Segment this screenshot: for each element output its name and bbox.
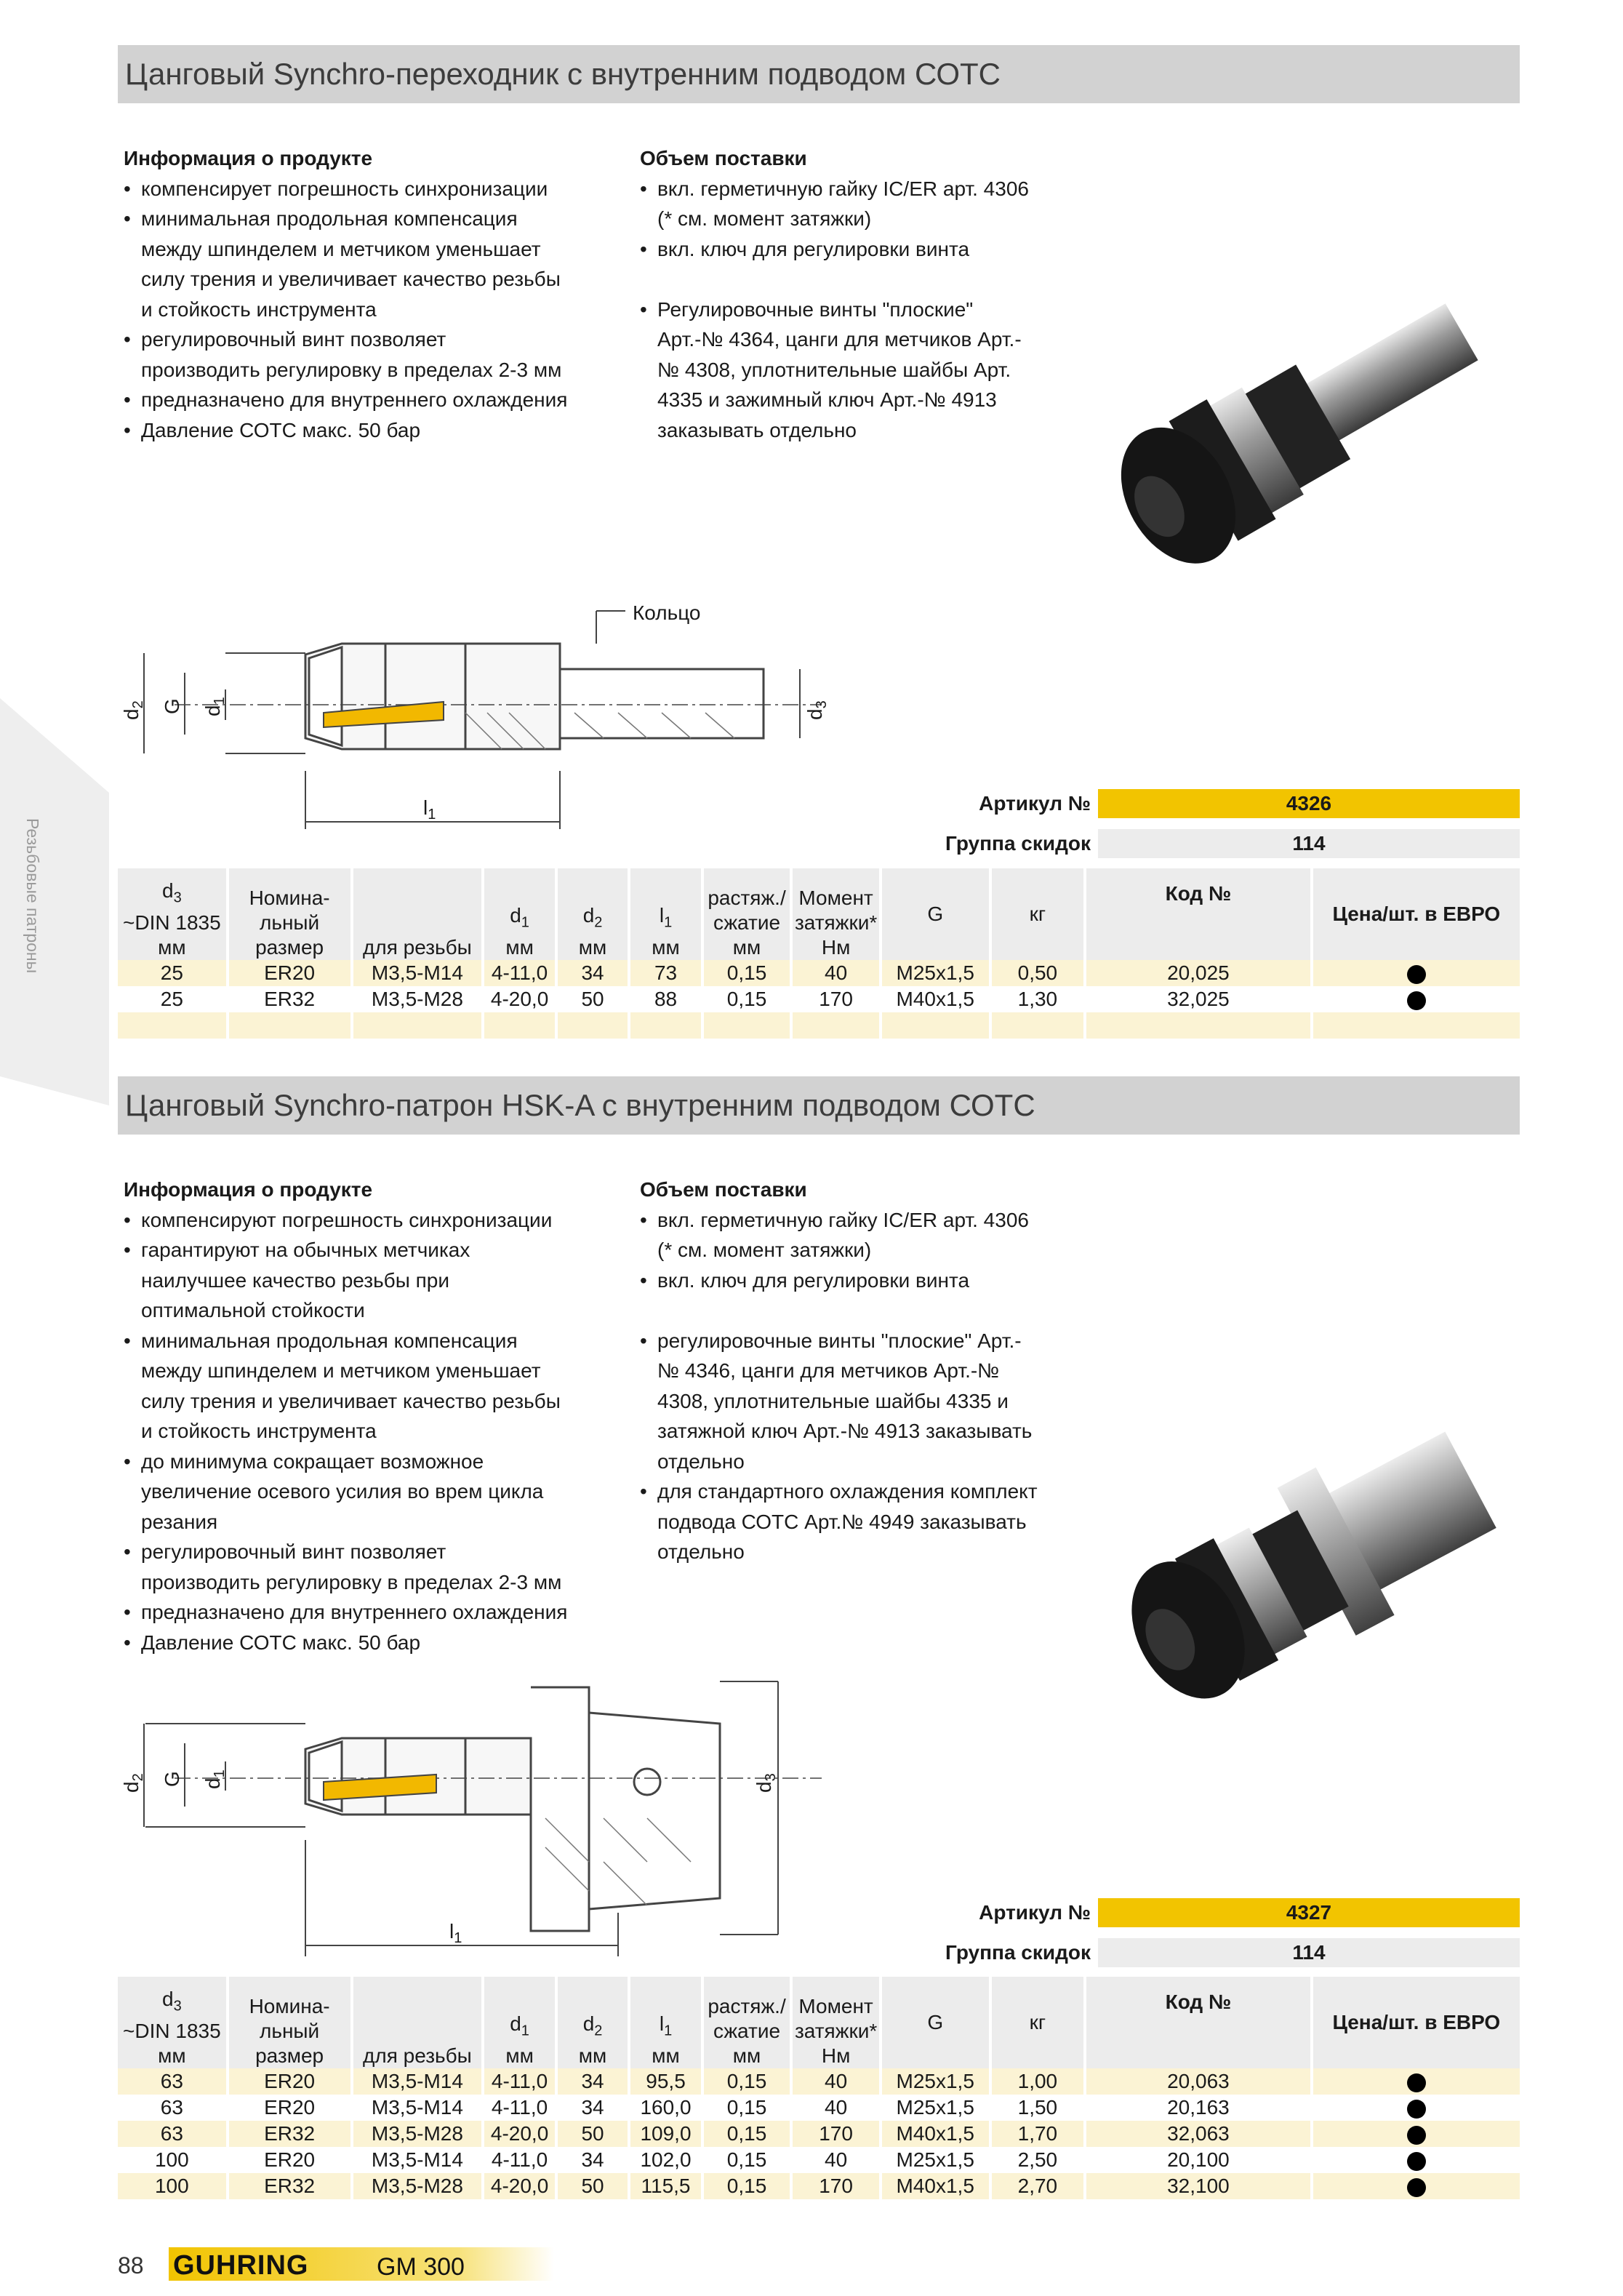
header-text: d [582,904,595,927]
header-text: льный [260,911,320,934]
table-cell: 0,15 [702,2095,792,2121]
info-line: заказывать отдельно [657,418,857,441]
column-header [1312,868,1520,960]
table-row [118,2121,1520,2147]
section-1-spec-table [118,868,1520,1039]
info-line: • Давление СОТС макс. 50 бар [124,1628,633,1658]
header-text: 1 [521,2023,529,2039]
column-header [556,868,629,960]
header-text: Нм [821,2044,851,2067]
table-cell: 115,5 [629,2173,702,2199]
article-label: Артикул № [979,792,1091,815]
table-cell: M3,5-M28 [352,2173,484,2199]
info-line: 4308, уплотнительные шайбы 4335 и [657,1389,1009,1412]
table-cell: 4-11,0 [483,2068,556,2095]
table-cell: 50 [556,2173,629,2199]
header-text: ~DIN 1835 [123,2020,221,2042]
info-line [640,264,1113,295]
section-1-title: Цанговый Synchro-переходник с внутренним подводом СОТС [118,45,1520,103]
side-tab-label: Резьбовые патроны [23,818,42,974]
availability-dot-icon [1407,991,1426,1010]
header-text: мм [578,936,607,959]
table-cell [483,1012,556,1039]
table-cell: 20,100 [1085,2147,1311,2173]
info-line: подвода СОТС Арт.№ 4949 заказывать [657,1510,1027,1533]
header-text: мм [652,2044,680,2067]
table-cell [990,1012,1086,1039]
column-header [791,1977,881,2068]
header-text: кг [1029,903,1046,925]
price-cell [1312,2068,1520,2095]
brand-logo: GUHRING [173,2250,309,2281]
header-text: 3 [173,1999,182,2015]
table-cell: M25x1,5 [881,960,990,986]
table-cell: 4-20,0 [483,2173,556,2199]
table-cell: 40 [791,960,881,986]
svg-text:G: G [161,1771,183,1787]
table-cell: 4-11,0 [483,960,556,986]
info-line: (* см. момент затяжки) [657,1239,872,1261]
column-header [556,1977,629,2068]
header-text: льный [260,2020,320,2042]
table-cell: 100 [118,2147,228,2173]
discount-group-label: Группа скидок [945,832,1091,855]
table-cell: 34 [556,2095,629,2121]
supply-heading: Объем поставки [640,147,807,169]
table-cell: M3,5-M14 [352,2095,484,2121]
header-text: ~DIN 1835 [123,911,221,934]
header-text: затяжки* [794,2020,878,2042]
svg-text:d2: $d_2$ [120,700,146,720]
header-text: сжатие [713,911,781,934]
price-cell [1312,2095,1520,2121]
availability-dot-icon [1407,2178,1426,2197]
price-cell [1312,2121,1520,2147]
header-text: Момент [798,887,873,909]
table-cell: 4-20,0 [483,986,556,1012]
header-text: d [162,879,174,903]
table-cell: 63 [118,2095,228,2121]
info-line: • до минимума сокращает возможное [124,1447,633,1477]
price-cell [1312,2147,1520,2173]
table-cell: 1,30 [990,986,1086,1012]
discount-group-label: Группа скидок [945,1941,1091,1964]
header-text: G [927,2011,944,2033]
table-cell: 0,15 [702,960,792,986]
article-number: 4327 [1098,1898,1520,1927]
table-cell: 73 [629,960,702,986]
table-cell: ER20 [228,2068,352,2095]
table-cell: 25 [118,986,228,1012]
header-text: сжатие [713,2020,781,2042]
column-header [483,868,556,960]
table-row [118,960,1520,986]
table-cell: M40x1,5 [881,2121,990,2147]
table-cell [881,1012,990,1039]
table-row [118,986,1520,1012]
table-cell [228,1012,352,1039]
info-line: • вкл. герметичную гайку IC/ER арт. 4306 [640,1205,1113,1236]
info-line: • минимальная продольная компенсация [124,204,633,234]
header-text: для резьбы [363,2044,472,2067]
header-text: 2 [594,2023,603,2039]
table-cell: 25 [118,960,228,986]
table-cell: M3,5-M14 [352,2147,484,2173]
discount-group-value: 114 [1098,829,1520,858]
info-heading: Информация о продукте [124,147,373,169]
header-text: для резьбы [363,936,472,959]
header-text: l [659,2012,665,2036]
table-cell [118,1012,228,1039]
table-cell: 4-20,0 [483,2121,556,2147]
section-2-product-info [124,1175,633,1657]
table-cell: 34 [556,960,629,986]
table-cell: M25x1,5 [881,2068,990,2095]
availability-dot-icon [1407,2073,1426,2092]
info-line: • регулировочный винт позволяет [124,1537,633,1567]
section-2-spec-table [118,1977,1520,2199]
column-header [702,868,792,960]
column-header [881,1977,990,2068]
table-cell: M3,5-M28 [352,986,484,1012]
table-cell [352,1012,484,1039]
header-text: G [927,903,944,925]
table-cell: 2,70 [990,2173,1086,2199]
table-cell: 0,15 [702,986,792,1012]
availability-dot-icon [1407,965,1426,984]
column-header [1085,868,1311,960]
table-cell: 40 [791,2095,881,2121]
info-line: наилучшее качество резьбы при [141,1268,449,1292]
header-text: мм [158,936,186,959]
header-text: размер [255,936,324,959]
table-cell: 100 [118,2173,228,2199]
table-cell: 0,15 [702,2173,792,2199]
header-text: Нм [821,936,851,959]
header-text: 1 [664,2023,673,2039]
info-line: • Регулировочные винты "плоские" [640,295,1113,325]
column-header [228,868,352,960]
table-cell: 63 [118,2068,228,2095]
header-text: Момент [798,1995,873,2017]
table-cell: 102,0 [629,2147,702,2173]
info-line: • гарантируют на обычных метчиках [124,1235,633,1265]
info-line: между шпинделем и метчиком уменьшает [141,237,541,260]
header-text: мм [732,2044,761,2067]
section-1-product-info [124,143,633,445]
table-cell: 20,063 [1085,2068,1311,2095]
table-cell: ER20 [228,2147,352,2173]
header-text: Код № [1165,1991,1232,2013]
article-number: 4326 [1098,789,1520,818]
column-header [629,868,702,960]
header-text: растяж./ [708,887,786,909]
table-cell: 170 [791,2173,881,2199]
info-line: • регулировочные винты "плоские" Арт.- [640,1326,1113,1356]
header-text: растяж./ [708,1995,786,2017]
column-header [990,868,1086,960]
header-text: Номина- [249,887,330,909]
info-line: увеличение осевого усилия во врем цикла [141,1480,544,1503]
svg-text:d1: $d_1$ [201,697,228,716]
table-cell: 109,0 [629,2121,702,2147]
adapter-technical-drawing [120,601,851,844]
info-line: • вкл. ключ для регулировки винта [640,234,1113,265]
availability-dot-icon [1407,2152,1426,2171]
table-cell [1085,1012,1311,1039]
table-cell: 95,5 [629,2068,702,2095]
column-header [990,1977,1086,2068]
svg-text:l1: $l_1$ [423,796,436,823]
info-line: • компенсируют погрешность синхронизации [124,1205,633,1236]
table-cell: 160,0 [629,2095,702,2121]
section-1-supply-info [640,143,1113,445]
column-header [791,868,881,960]
info-line: Арт.-№ 4364, цанги для метчиков Арт.- [657,328,1022,351]
price-cell [1312,1012,1520,1039]
info-line: силу трения и увеличивает качество резьбы [141,1389,561,1412]
availability-dot-icon [1407,2126,1426,2145]
header-text: d [510,904,521,927]
column-header [118,1977,228,2068]
hsk-chuck-photo [1098,1411,1520,1745]
header-text: 1 [664,915,673,931]
page-number: 88 [118,2252,144,2279]
table-cell: 40 [791,2147,881,2173]
info-line: резания [141,1510,218,1533]
header-text: кг [1029,2011,1046,2033]
supply-heading: Объем поставки [640,1178,807,1201]
svg-text:G: G [161,698,183,714]
info-line: • предназначено для внутреннего охлаждения [124,385,633,415]
info-line: затяжной ключ Арт.-№ 4913 заказывать [657,1420,1033,1442]
column-header [228,1977,352,2068]
table-cell: 0,15 [702,2068,792,2095]
header-text: мм [505,936,534,959]
header-text: мм [158,2044,186,2067]
info-line [640,1295,1113,1326]
table-cell: 4-11,0 [483,2095,556,2121]
header-text: 2 [594,915,603,931]
table-cell: ER32 [228,986,352,1012]
table-cell: 32,100 [1085,2173,1311,2199]
info-line: между шпинделем и метчиком уменьшает [141,1359,541,1382]
table-row [118,1012,1520,1039]
header-text: 3 [173,890,182,906]
header-text: мм [578,2044,607,2067]
column-header [352,868,484,960]
table-cell: ER20 [228,2095,352,2121]
table-cell: 0,50 [990,960,1086,986]
article-label: Артикул № [979,1901,1091,1924]
price-cell [1312,2173,1520,2199]
header-text: d [510,2012,521,2036]
table-cell: 0,15 [702,2121,792,2147]
header-text: Цена/шт. в ЕВРО [1332,903,1501,925]
table-cell: 50 [556,986,629,1012]
price-cell [1312,960,1520,986]
hsk-chuck-technical-drawing [120,1673,851,1964]
info-line: отдельно [657,1540,745,1563]
table-cell: 32,025 [1085,986,1311,1012]
header-text: l [659,904,665,927]
table-header-row [118,1977,1520,2068]
column-header [629,1977,702,2068]
header-text: Номина- [249,1995,330,2017]
svg-text:d2: $d_2$ [120,1773,146,1793]
info-line: № 4346, цанги для метчиков Арт.-№ [657,1359,1000,1382]
discount-group-value: 114 [1098,1938,1520,1967]
header-text: затяжки* [794,911,878,934]
table-cell: M40x1,5 [881,2173,990,2199]
table-cell: M3,5-M14 [352,2068,484,2095]
table-cell: 0,15 [702,2147,792,2173]
column-header [118,868,228,960]
header-text: размер [255,2044,324,2067]
table-cell: M3,5-M28 [352,2121,484,2147]
header-text: мм [505,2044,534,2067]
info-line: • компенсирует погрешность синхронизации [124,174,633,204]
catalog-name: GM 300 [377,2253,465,2281]
price-cell [1312,986,1520,1012]
column-header [1085,1977,1311,2068]
info-line: производить регулировку в пределах 2-3 мм [141,358,562,381]
table-cell [702,1012,792,1039]
table-cell: 20,025 [1085,960,1311,986]
availability-dot-icon [1407,2100,1426,2119]
table-cell [556,1012,629,1039]
column-header [1312,1977,1520,2068]
table-cell: M25x1,5 [881,2147,990,2173]
table-cell: 1,70 [990,2121,1086,2147]
column-header [483,1977,556,2068]
svg-text:d3: $d_3$ [753,1773,779,1793]
table-row [118,2068,1520,2095]
table-cell: 32,063 [1085,2121,1311,2147]
table-cell: M3,5-M14 [352,960,484,986]
table-cell: M25x1,5 [881,2095,990,2121]
ring-label: Кольцо [633,601,701,624]
svg-text:d1: $d_1$ [201,1769,228,1789]
header-text: d [582,2012,595,2036]
svg-text:d3: $d_3$ [804,700,830,720]
table-cell: 4-11,0 [483,2147,556,2173]
info-line: (* см. момент затяжки) [657,207,872,230]
table-cell: 88 [629,986,702,1012]
info-line: и стойкость инструмента [141,297,377,321]
info-line: • вкл. ключ для регулировки винта [640,1265,1113,1296]
header-text: Цена/шт. в ЕВРО [1332,2011,1501,2033]
info-heading: Информация о продукте [124,1178,373,1201]
header-text: d [162,1988,174,2011]
table-cell: 34 [556,2068,629,2095]
table-cell: 34 [556,2147,629,2173]
info-line: и стойкость инструмента [141,1420,377,1442]
info-line: • регулировочный винт позволяет [124,324,633,355]
table-cell: ER32 [228,2121,352,2147]
header-text: мм [732,936,761,959]
table-cell: 1,00 [990,2068,1086,2095]
table-cell: M40x1,5 [881,986,990,1012]
info-line: • вкл. герметичную гайку IC/ER арт. 4306 [640,174,1113,204]
table-header-row [118,868,1520,960]
table-row [118,2147,1520,2173]
table-cell: 1,50 [990,2095,1086,2121]
info-line: силу трения и увеличивает качество резьбы [141,268,561,290]
table-row [118,2173,1520,2199]
column-header [881,868,990,960]
table-cell: 50 [556,2121,629,2147]
column-header [702,1977,792,2068]
info-line: • для стандартного охлаждения комплект [640,1476,1113,1507]
svg-text:l1: $l_1$ [449,1920,462,1946]
table-cell: 40 [791,2068,881,2095]
info-line: • Давление СОТС макс. 50 бар [124,415,633,446]
info-line: 4335 и зажимный ключ Арт.-№ 4913 [657,388,997,411]
table-cell: ER20 [228,960,352,986]
header-text: 1 [521,915,529,931]
table-cell [791,1012,881,1039]
info-line: отдельно [657,1449,745,1473]
column-header [352,1977,484,2068]
section-2-supply-info [640,1175,1113,1567]
table-row [118,2095,1520,2121]
info-line: № 4308, уплотнительные шайбы Арт. [657,358,1011,381]
section-2-title: Цанговый Synchro-патрон HSK-A с внутренним подводом СОТС [118,1076,1520,1135]
info-line: оптимальной стойкости [141,1299,365,1321]
table-cell: 20,163 [1085,2095,1311,2121]
table-cell: 170 [791,986,881,1012]
header-text: Код № [1165,882,1232,905]
table-cell: ER32 [228,2173,352,2199]
info-line: • предназначено для внутреннего охлаждения [124,1597,633,1628]
table-cell: 2,50 [990,2147,1086,2173]
synchro-adapter-photo [1083,276,1520,589]
table-cell: 63 [118,2121,228,2147]
header-text: мм [652,936,680,959]
info-line: производить регулировку в пределах 2-3 мм [141,1570,562,1593]
info-line: • минимальная продольная компенсация [124,1326,633,1356]
table-cell: 170 [791,2121,881,2147]
table-cell [629,1012,702,1039]
